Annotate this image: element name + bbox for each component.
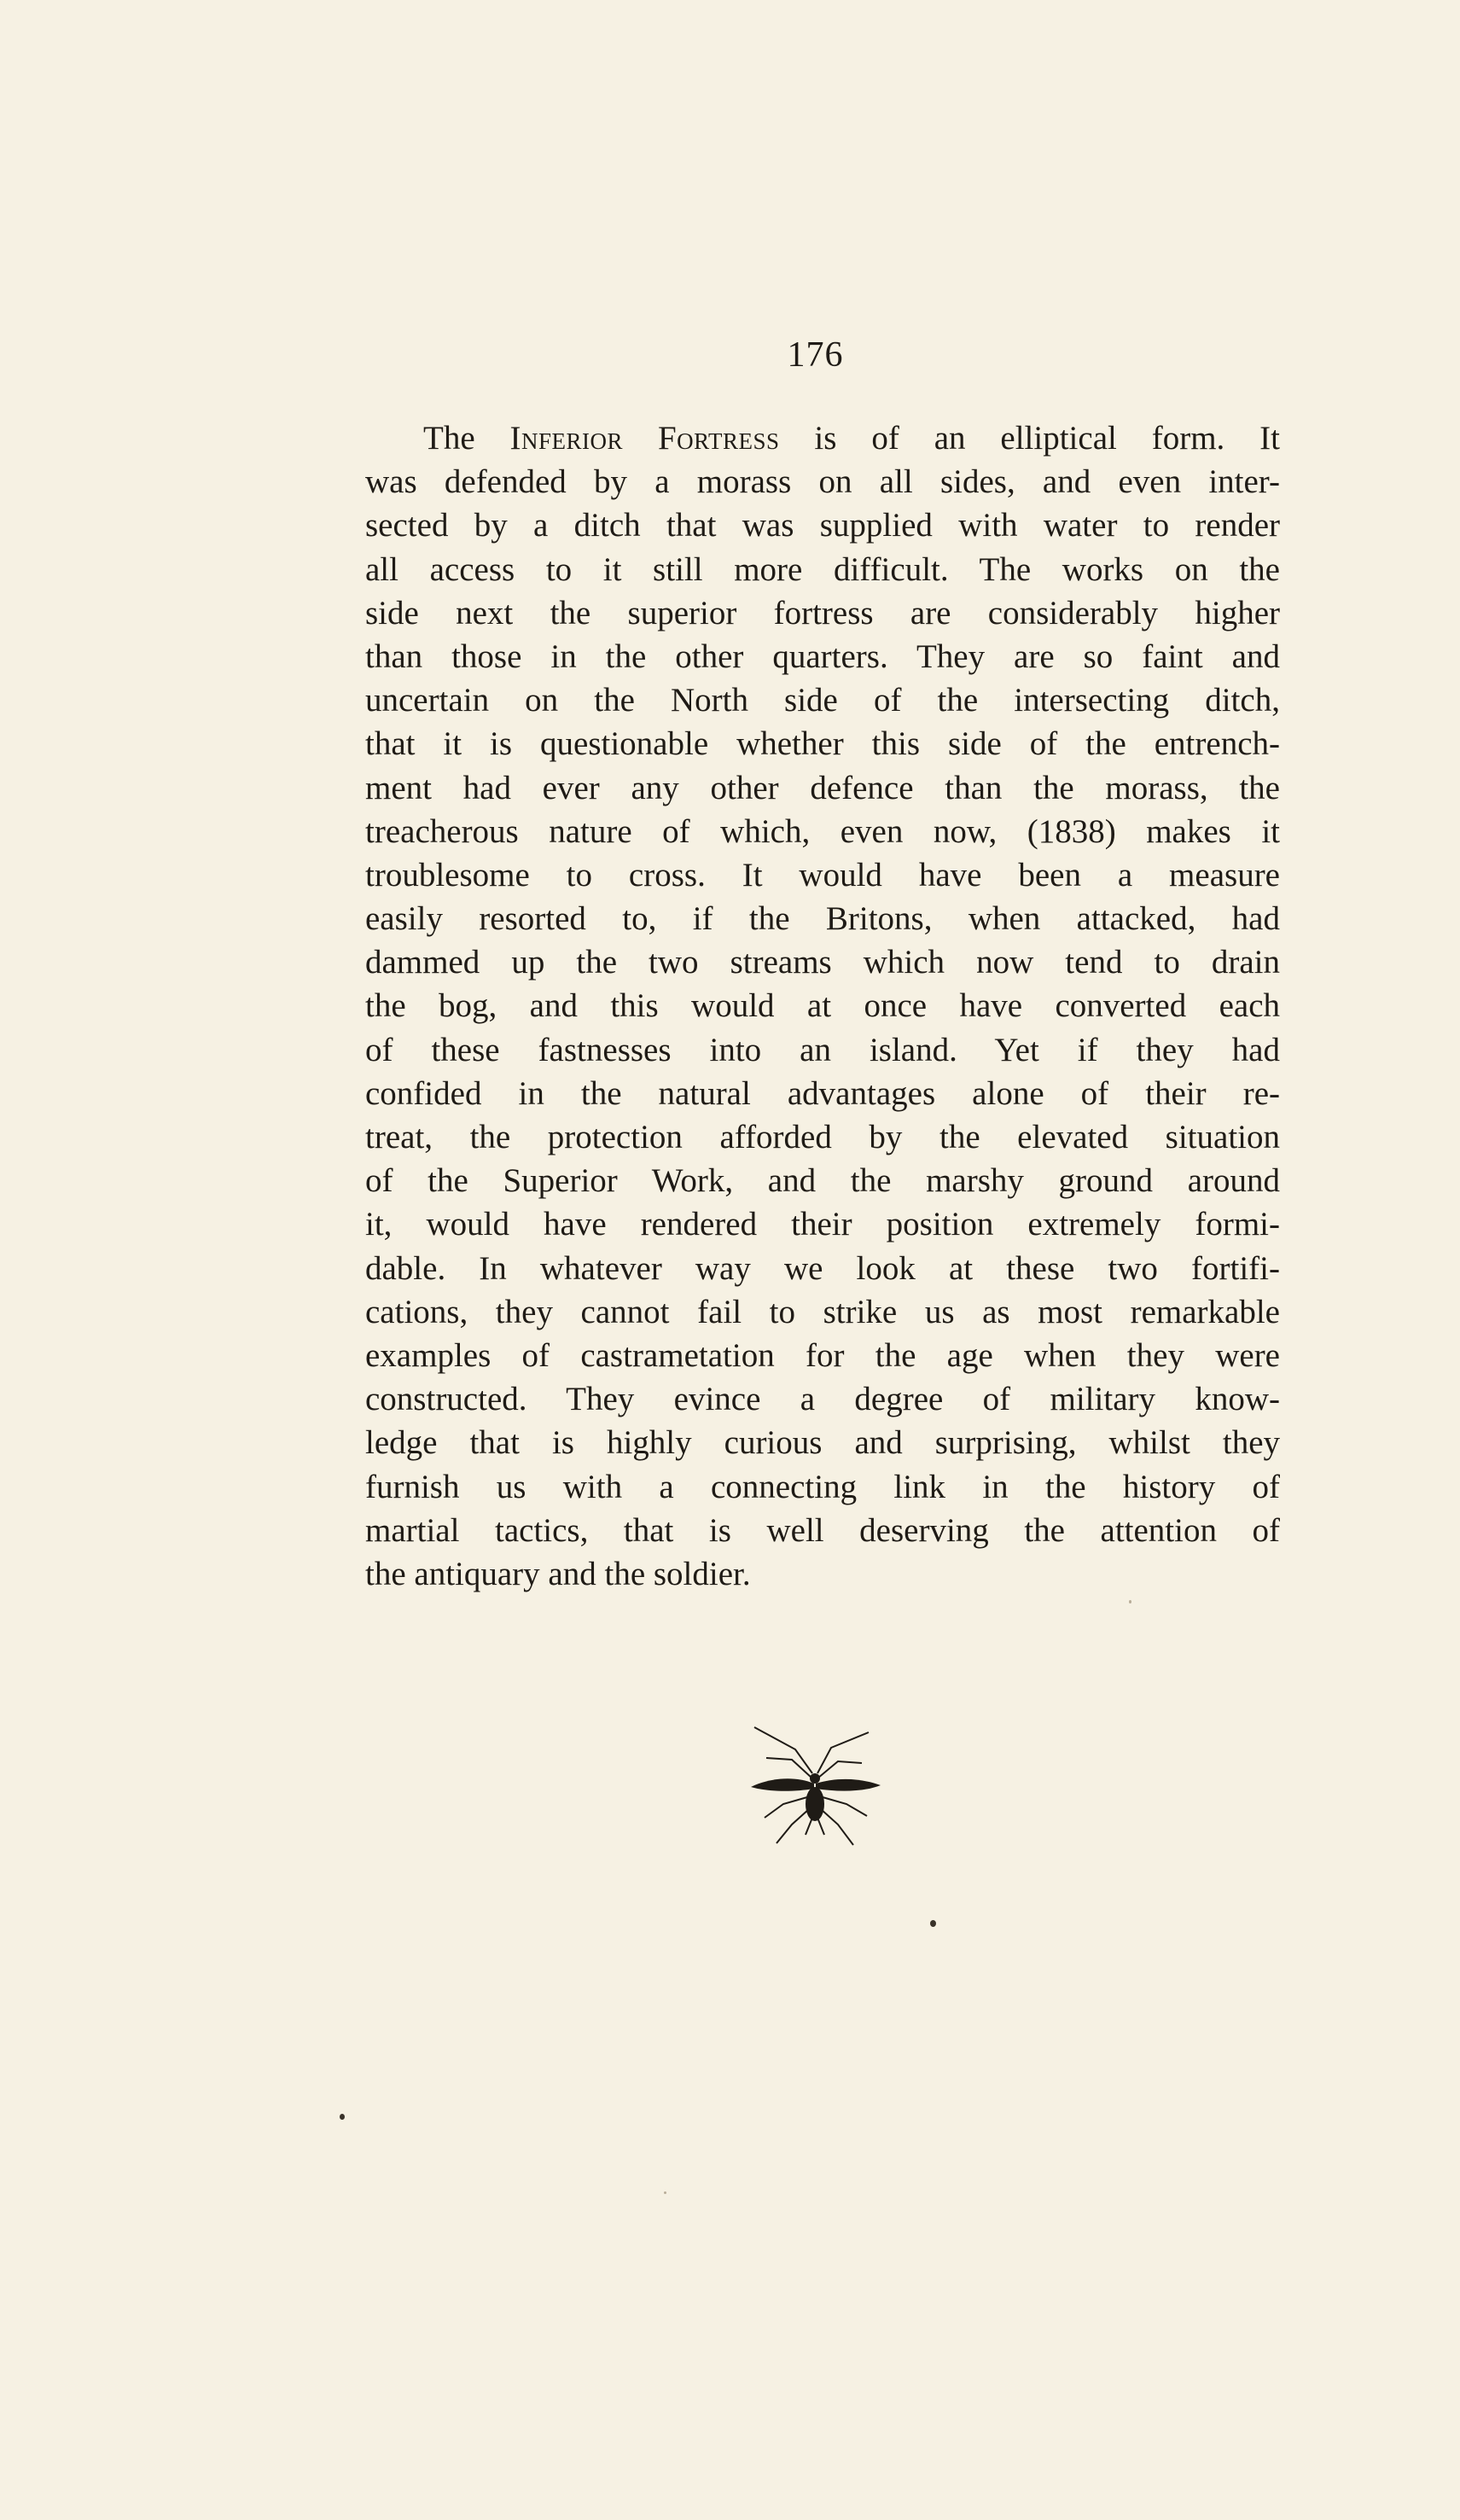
small-caps-term: Fortress [657, 420, 780, 457]
paragraph-line: uncertain on the North side of the intersecting ditch, [365, 682, 1280, 719]
paragraph-line: dammed up the two streams which now tend to drain [365, 944, 1280, 981]
paragraph-line: easily resorted to, if the Britons, when attacked, had [365, 900, 1280, 938]
paragraph-line: of the Superior Work, and the marshy ground around [365, 1162, 1280, 1200]
body-paragraph [365, 416, 1280, 1596]
paragraph-line: side next the superior fortress are considerably higher [365, 594, 1280, 631]
paragraph-line: the antiquary and the soldier. [365, 1555, 751, 1592]
paragraph-line: ledge that is highly curious and surprising, whilst they [365, 1424, 1280, 1462]
page-number: 176 [787, 335, 844, 375]
paragraph-line: constructed. They evince a degree of military know- [365, 1381, 1280, 1418]
paragraph-line: treat, the protection afforded by the elevated situation [365, 1119, 1280, 1155]
paragraph-line: The Inferior Fortress is of an elliptical form. It [423, 420, 1281, 457]
paragraph-line: ment had ever any other defence than the morass, the [365, 769, 1280, 806]
paragraph-line: furnish us with a connecting link in the history of [365, 1468, 1280, 1505]
paragraph-line: cations, they cannot fail to strike us as most remarkable [365, 1293, 1280, 1330]
small-caps-term: Inferior [509, 420, 624, 457]
paper-speck [930, 1920, 936, 1927]
paragraph-line: than those in the other quarters. They are so faint and [365, 637, 1280, 675]
paragraph-line: that it is questionable whether this side of the entrench- [365, 725, 1280, 763]
paragraph-line: of these fastnesses into an island. Yet if they had [365, 1031, 1280, 1068]
paper-speck [664, 2191, 666, 2194]
paragraph-line: the bog, and this would at once have converted each [365, 987, 1280, 1025]
paragraph-line: was defended by a morass on all sides, and even inter- [365, 463, 1280, 501]
paragraph-line: troublesome to cross. It would have been a measure [365, 856, 1280, 893]
paragraph-line: examples of castrametation for the age when they were [365, 1336, 1280, 1374]
insect-ornament-icon [742, 1715, 887, 1852]
paragraph-line: confided in the natural advantages alone of their re- [365, 1074, 1280, 1112]
paper-speck [1129, 1600, 1131, 1603]
paragraph-line: dable. In whatever way we look at these two fortifi- [365, 1249, 1280, 1287]
paper-speck [340, 2114, 345, 2120]
paragraph-line: it, would have rendered their position extremely formi- [365, 1206, 1280, 1243]
paragraph-line: martial tactics, that is well deserving the attention of [365, 1511, 1280, 1549]
paragraph-line: treacherous nature of which, even now, (1838) makes it [365, 812, 1280, 850]
paragraph-line: all access to it still more difficult. The works on the [365, 550, 1280, 588]
paragraph-line: sected by a ditch that was supplied with water to render [365, 507, 1280, 544]
